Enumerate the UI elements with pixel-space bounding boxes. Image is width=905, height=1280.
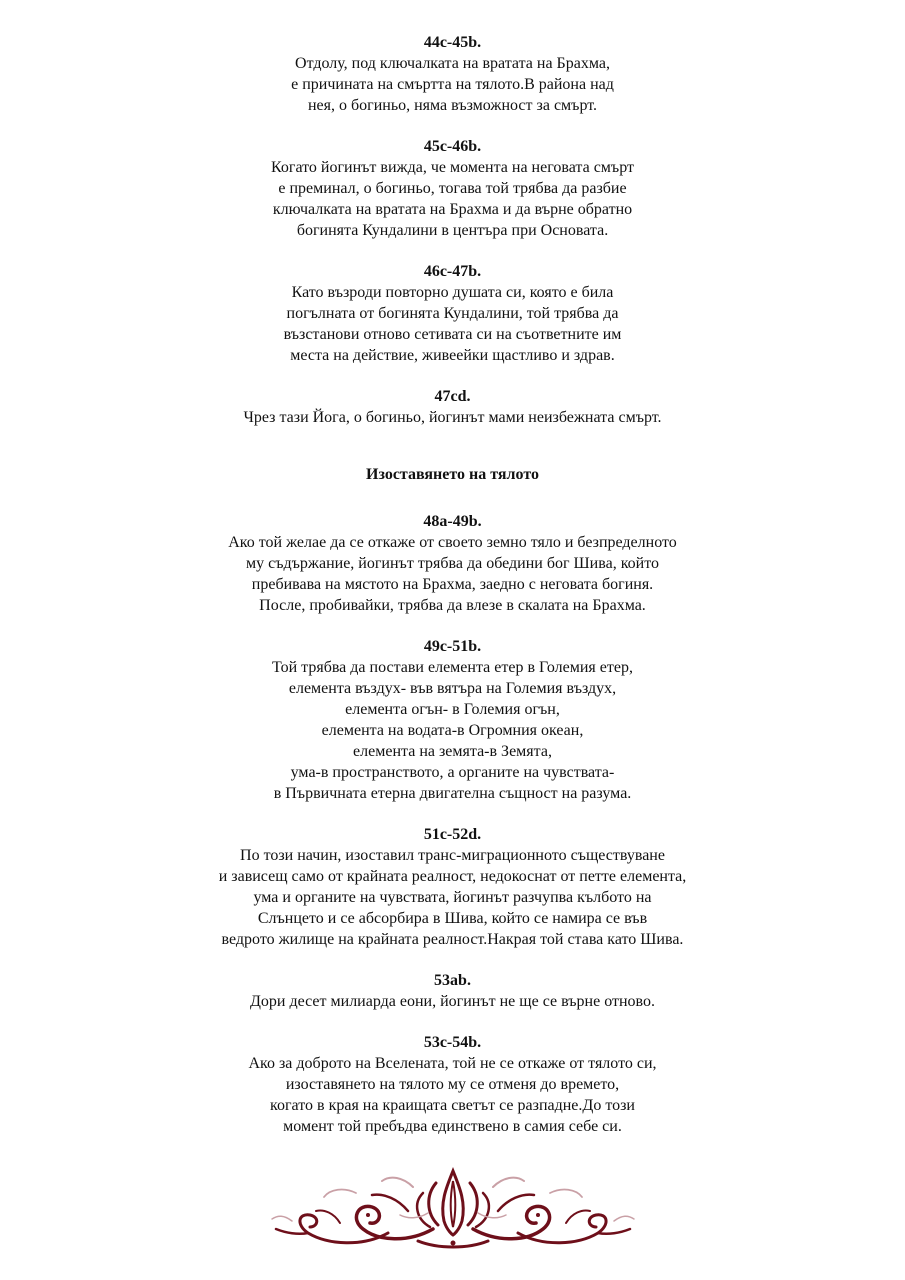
verse-block (0, 136, 905, 241)
section-title: Изоставянето на тялото (366, 466, 539, 483)
verse-line: погълната от богинята Кундалини, той трябва да (286, 305, 619, 322)
verse-line: Ако за доброто на Вселената, той не се откаже от тялото си, (248, 1055, 657, 1072)
verse-line: Като възроди повторно душата си, която е била (291, 284, 614, 301)
verse-line: елемента на земята-в Земята, (353, 743, 552, 760)
verse-line: му съдържание, йогинът трябва да обедини бог Шива, който (246, 555, 659, 572)
verse-line: По този начин, изоставил транс-миграционното съществуване (240, 847, 665, 864)
verse-line: нея, о богиньо, няма възможност за смърт. (307, 97, 598, 114)
verse-line: елемента огън- в Големия огън, (345, 701, 560, 718)
verse-line: ключалката на вратата на Брахма и да върне обратно (272, 201, 633, 218)
verse-line: ума-в пространството, а органите на чувствата- (290, 764, 615, 781)
verse-number: 53c-54b. (423, 1034, 482, 1051)
verse-line: Той трябва да постави елемента етер в Големия етер, (272, 659, 633, 676)
verse-line: Ако той желае да се откаже от своето земно тяло и безпределното (228, 534, 677, 551)
verse-line: места на действие, живеейки щастливо и здрав. (290, 347, 615, 364)
verse-line: момент той пребъдва единствено в самия себе си. (283, 1118, 622, 1135)
verse-number: 46c-47b. (423, 263, 482, 280)
verse-line: в Първичната етерна двигателна същност на разума. (273, 785, 632, 802)
verse-number: 51c-52d. (423, 826, 482, 843)
verse-block (0, 636, 905, 804)
verse-block (0, 511, 905, 616)
verse-number: 48a-49b. (423, 513, 482, 530)
document-page (0, 32, 905, 1157)
verse-line: изоставянето на тялото му се отменя до времето, (285, 1076, 620, 1093)
decorative-scroll-ornament-icon (268, 1163, 638, 1253)
verse-block (0, 32, 905, 116)
verses-part-2 (0, 511, 905, 1137)
verse-line: После, пробивайки, трябва да влезе в скалата на Брахма. (259, 597, 646, 614)
verse-line: елемента на водата-в Огромния океан, (321, 722, 584, 739)
verse-line: ведрото жилище на крайната реалност.Накрая той става като Шива. (221, 931, 684, 948)
verse-line: е причината на смъртта на тялото.В района над (291, 76, 614, 93)
verse-line: ума и органите на чувствата, йогинът разчупва кълбото на (253, 889, 652, 906)
verse-line: Когато йогинът вижда, че момента на неговата смърт (271, 159, 634, 176)
verse-number: 45c-46b. (423, 138, 482, 155)
verse-line: възстанови отново сетивата си на съответните им (283, 326, 622, 343)
verse-line: е преминал, о богиньо, тогава той трябва да разбие (278, 180, 627, 197)
verse-block (0, 970, 905, 1012)
verses-part-1 (0, 32, 905, 428)
verse-number: 49c-51b. (423, 638, 482, 655)
verse-line: Дори десет милиарда еони, йогинът не ще се върне отново. (250, 993, 655, 1010)
verse-line: Слънцето и се абсорбира в Шива, който се намира се във (257, 910, 648, 927)
verse-number: 53ab. (434, 972, 471, 989)
verse-block (0, 824, 905, 950)
verse-block (0, 1032, 905, 1137)
verse-number: 44c-45b. (423, 34, 482, 51)
verse-line: пребивава на мястото на Брахма, заедно с неговата богиня. (251, 576, 654, 593)
verse-line: и зависещ само от крайната реалност, недокоснат от петте елемента, (218, 868, 687, 885)
verse-line: Отдолу, под ключалката на вратата на Брахма, (295, 55, 610, 72)
verse-block (0, 261, 905, 366)
verse-block (0, 386, 905, 428)
verse-line: елемента въздух- във вятъра на Големия въздух, (288, 680, 617, 697)
verse-line: богинята Кундалини в центъра при Основата. (296, 222, 609, 239)
verse-line: Чрез тази Йога, о богиньо, йогинът мами неизбежната смърт. (243, 409, 662, 426)
verse-number: 47cd. (434, 388, 471, 405)
verse-line: когато в края на краищата светът се разпадне.До този (270, 1097, 635, 1114)
